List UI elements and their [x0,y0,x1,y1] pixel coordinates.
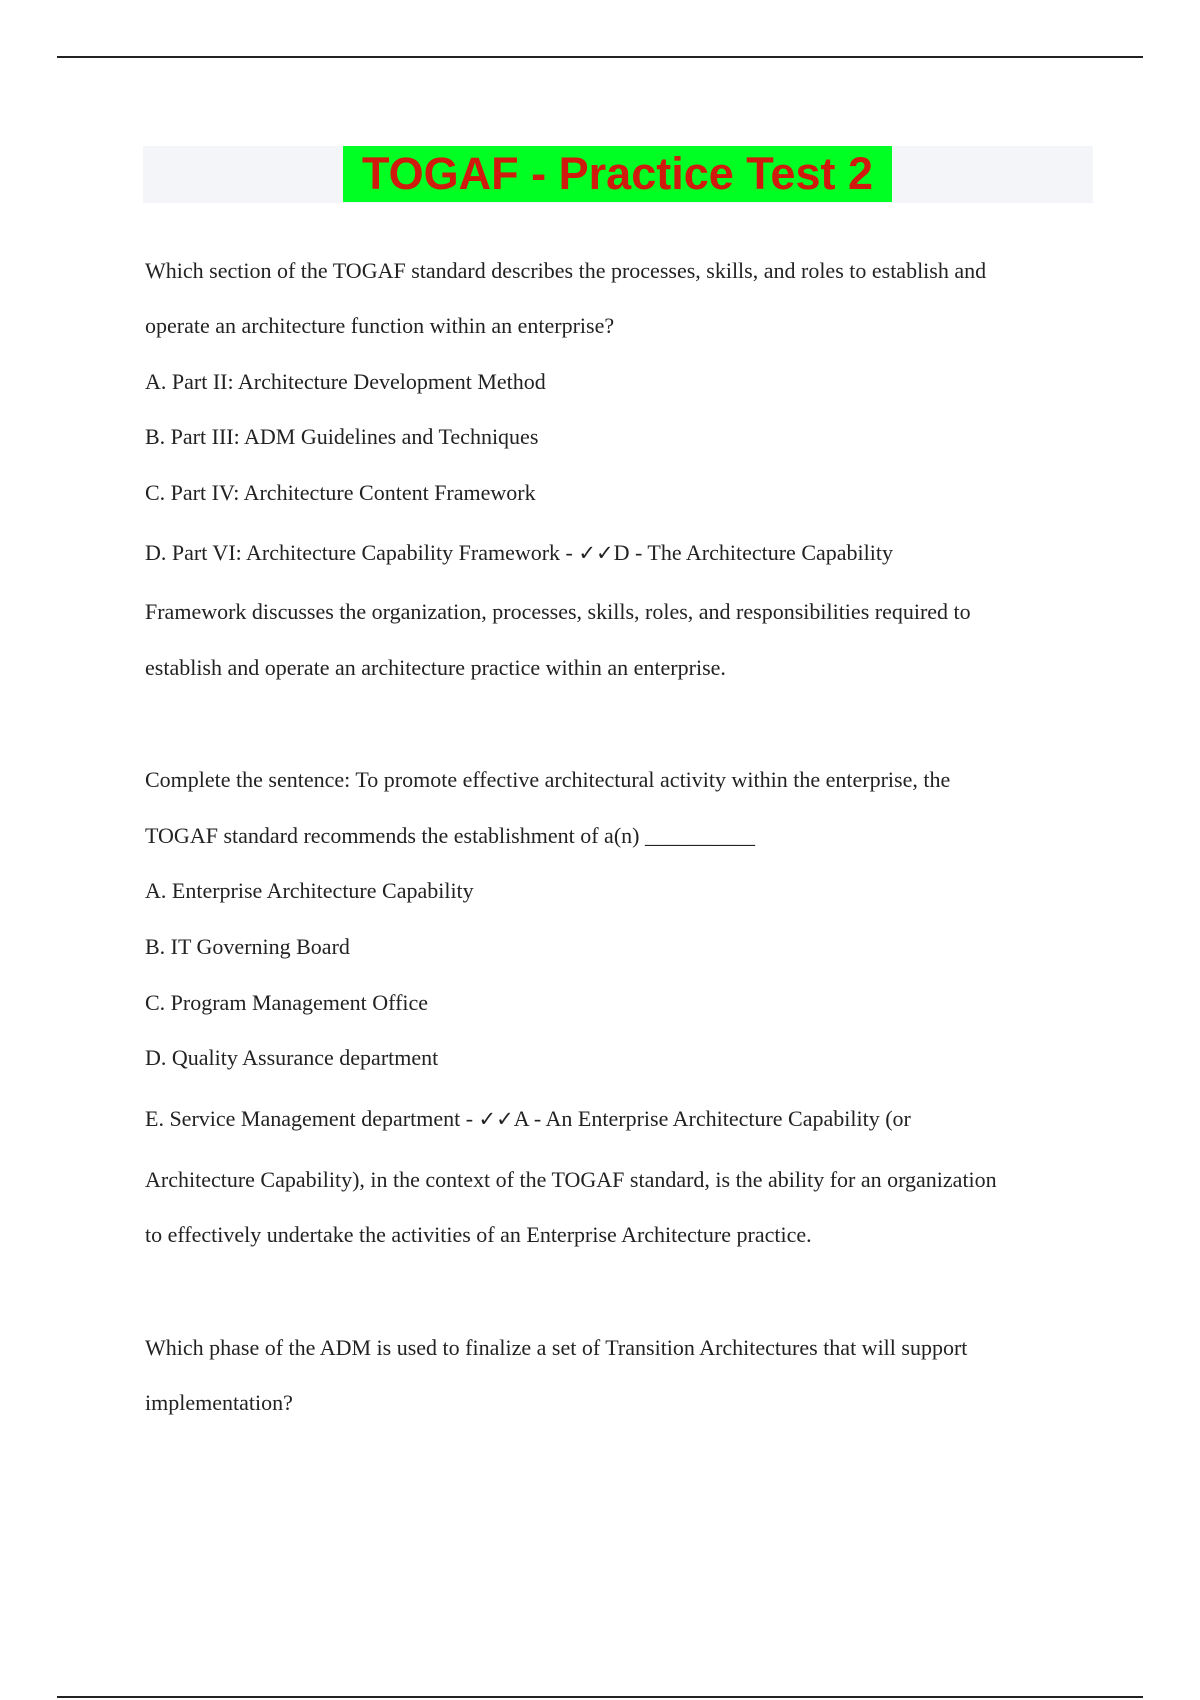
question-1-prompt-line-2: operate an architecture function within an enterprise? [145,313,615,338]
question-1-option-a: A. Part II: Architecture Development Method [145,369,546,394]
question-2-option-d: D. Quality Assurance department [145,1045,439,1070]
question-1-answer-text: D - The Architecture Capability [613,540,893,565]
question-3-prompt-line-2: implementation? [145,1390,293,1415]
page-title: TOGAF - Practice Test 2 [343,146,892,202]
question-2-option-c: C. Program Management Office [145,990,429,1015]
question-2-prompt-line-1: Complete the sentence: To promote effective architectural activity within the enterprise, the [145,767,951,792]
question-2-answer-line-3: to effectively undertake the activities of an Enterprise Architecture practice. [145,1222,812,1247]
top-rule [57,56,1143,58]
question-2-answer-line-1 [145,1104,911,1134]
checkmark-icon: ✓✓ [478,1107,514,1131]
question-2-option-b: B. IT Governing Board [145,934,350,959]
question-1-option-b: B. Part III: ADM Guidelines and Techniques [145,424,539,449]
question-2-option-e: E. Service Management department - [145,1106,474,1131]
question-1-answer-line-3: establish and operate an architecture practice within an enterprise. [145,655,726,680]
question-1-answer-line-1 [145,538,893,568]
question-2-answer-text: A - An Enterprise Architecture Capability (or [513,1106,911,1131]
bottom-rule [57,1696,1143,1698]
question-3-prompt-line-1: Which phase of the ADM is used to finalize a set of Transition Architectures that will support [145,1335,968,1360]
question-2-answer-line-2: Architecture Capability), in the context of the TOGAF standard, is the ability for an organization [145,1167,997,1192]
question-1-option-c: C. Part IV: Architecture Content Framework [145,480,536,505]
question-1-option-d: D. Part VI: Architecture Capability Framework - [145,540,573,565]
checkmark-icon: ✓✓ [578,541,614,565]
question-2-option-a: A. Enterprise Architecture Capability [145,878,474,903]
question-1-prompt-line-1: Which section of the TOGAF standard describes the processes, skills, and roles to establish and [145,258,987,283]
question-2-prompt-line-2: TOGAF standard recommends the establishment of a(n) __________ [145,823,755,848]
question-1-answer-line-2: Framework discusses the organization, processes, skills, roles, and responsibilities required to [145,599,971,624]
